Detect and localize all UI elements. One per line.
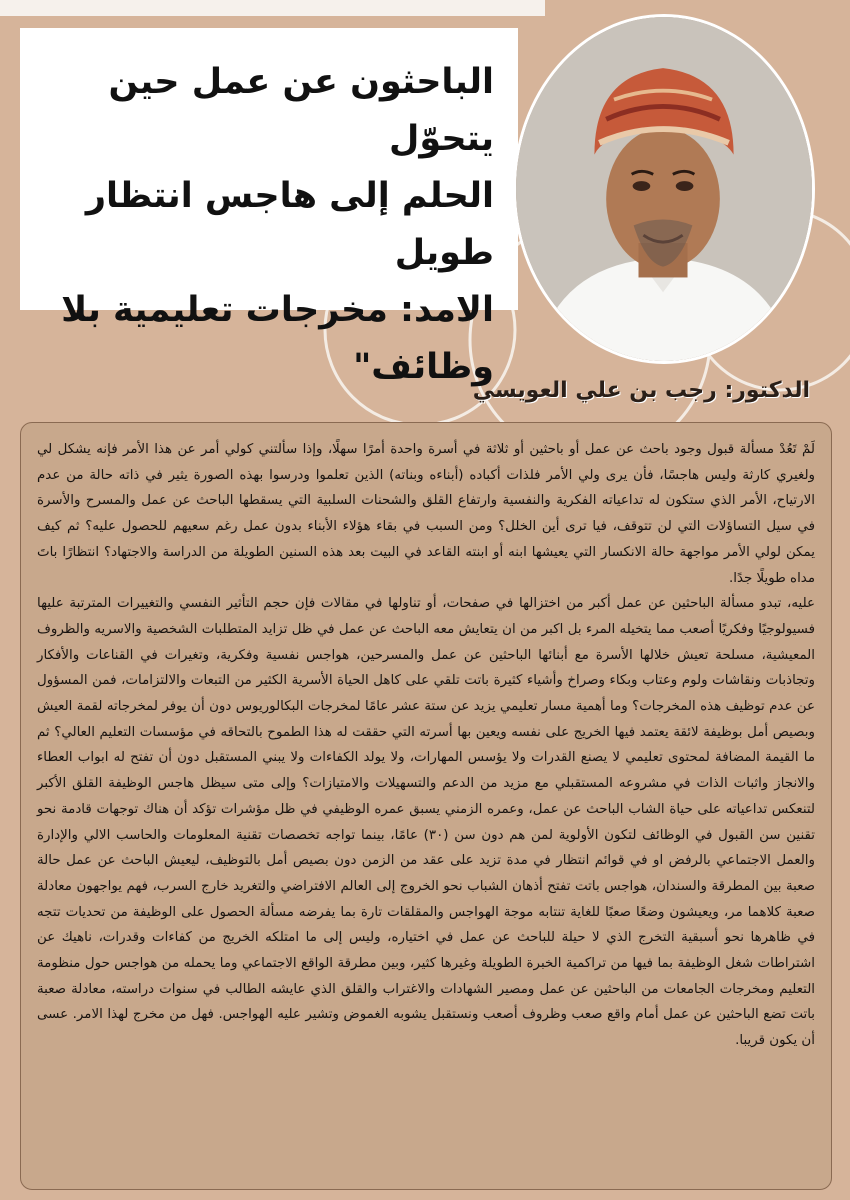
top-strip bbox=[0, 0, 545, 16]
article-paragraph: عليه، تبدو مسألة الباحثين عن عمل أكبر من اختزالها في صفحات، أو تناولها في مقالات فإن حجم التأثير النفسي والتغييرات المترتبة عليها فسيولوجيًا وفكريًا أصعب مما يتخيله المرء بل اكبر من ان يتعايش معه الباحث عن عمل في ظل تزايد المتطلبات الشخصية والاسريه والظروف المعيشية، مسلحة تعيش خلالها الأسرة مع أبنائها الباحثين عن عمل والمسرحين، هواجس نفسية وفكرية، وتغيرات في القناعات والأفكار وتجاذبات ونقاشات ولوم وعتاب وبكاء وصراخ وأشياء كثيرة باتت تلقي على كاهل الحياة الأسرية الكثير من التبعات والالتزامات، فمن المسؤول عن عدم توظيف هذه المخرجات؟ وما أهمية مسار تعليمي يزيد عن ستة عشر عامًا لمخرجات البكالوريوس دون أن يوفر لمخرجاته لقمة العيش وبصيص أمل بوظيفة لائقة يعتمد فيها الخريج على نفسه ويعين بها أسرته التي حققت له هذا الطموح بالتحاقه في مؤسسات التعليم العالي؟ ثم ما القيمة المضافة لمحتوى تعليمي لا يصنع القدرات ولا يؤسس المهارات، ولا يولد الكفاءات ولا يبني المستقبل دون أن تفتح له ابواب العطاء والانجاز واثبات الذات في مشروعه المستقبلي مع مزيد من الدعم والتسهيلات والامتيازات؟ وإلى متى سيظل هاجس الوظيفة القلق الأكبر لتنعكس تداعياته على حياة الشاب الباحث عن عمل، وعمره الزمني يسبق عمره الوظيفي في ظل مؤشرات تؤكد أن هناك توجهات قادمة نحو تقنين سن القبول في الوظائف لتكون الأولوية لمن هم دون سن (٣٠) عامًا، بينما تواجه تخصصات تقنية المعلومات والحاسب الالي والإدارة والعمل الاجتماعي بالرفض او في قوائم انتظار في مدة تزيد على عقد من الزمن دون بصيص أمل بالتوظيف، ليعيش الباحث عن عمل حالة صعبة بين المطرقة والسندان، هواجس باتت تفتح أذهان الشباب نحو الخروج إلى العالم الافتراضي والتغريد خارج السرب، فهم يواجهون معادلة صعبة كلاهما مر، ويعيشون وضعًا صعبًا للغاية تنتابه موجة الهواجس والمقلقات تارة بما يفرضه مسألة الحصول على الوظيفة من تحديات تتجه في ظاهرها نحو أسبقية التخرج الذي لا حيلة للباحث عن عمل في اختياره، وليس إلى ما امتلكه الخريج من كفاءات وقدرات، ناهيك عن اشتراطات شغل الوظيفة بما فيها من تراكمية الخبرة الطويلة وغيرها كثير، وبين مطرقة الواقع الاجتماعي وما يحمله من هواجس حول منظومة التعليم ومخرجات الجامعات من الباحثين عن عمل ومصير الشهادات والاغتراب والقلق الذي عايشه الطالب في سنوات دراسته، معادلة صعبة باتت تضع الباحثين عن عمل أمام واقع صعب وظروف أصعب ونستقبل يشوبه الغموض وتشير عليه الهواجس. فهل من مخرج لهذا الامر. عسى أن يكون قريبا. bbox=[37, 596, 816, 1049]
page-title bbox=[50, 54, 494, 396]
title-line: وظائف" bbox=[353, 347, 494, 387]
author-photo-frame bbox=[513, 14, 815, 364]
article-body bbox=[20, 422, 832, 1190]
title-line: الحلم إلى هاجس انتظار طويل bbox=[85, 176, 494, 273]
author-byline: الدكتور: رجب بن علي العويسي bbox=[472, 378, 810, 403]
article-paragraph: لَمْ تَعُدْ مسألة قبول وجود باحث عن عمل أو باحثين أو ثلاثة في أسرة واحدة أمرًا سهلًا، وإذا سألتني كولي أمر عن هذا الأمر فإنه يشكل لي ولغيري كارثة وليس هاجسًا، فأن يرى ولي الأمر فلذات أكباده (أبناءه وبناته) الذين تعلموا ودرسوا بهذه الصورة يثير في ذاته حالة من عدم الارتياح، الأمر الذي ستكون له تداعياته الفكرية والنفسية وارتفاع القلق والشحنات السلبية التي يسقطها الباحث عن عمل والمسرح والأسرة في سيل التساؤلات التي لن تتوقف، فيا ترى أين الخلل؟ ومن السبب في بقاء هؤلاء الأبناء بدون عمل رغم سعيهم للحصول عليه؟ ثم كيف يمكن لولي الأمر مواجهة حالة الانكسار التي يعيشها ابنه أو ابنته القاعد في البيت بعد هذه السنين الطويلة من الدراسة والاجتهاد؟ انتظارًا باتَ مداه طويلًا جدًا. bbox=[37, 442, 815, 586]
portrait-photo-icon bbox=[516, 17, 812, 361]
title-line: الامد: مخرجات تعليمية بلا bbox=[61, 290, 494, 330]
title-line: الباحثون عن عمل حين يتحوّل bbox=[108, 62, 494, 159]
title-box bbox=[20, 28, 518, 387]
